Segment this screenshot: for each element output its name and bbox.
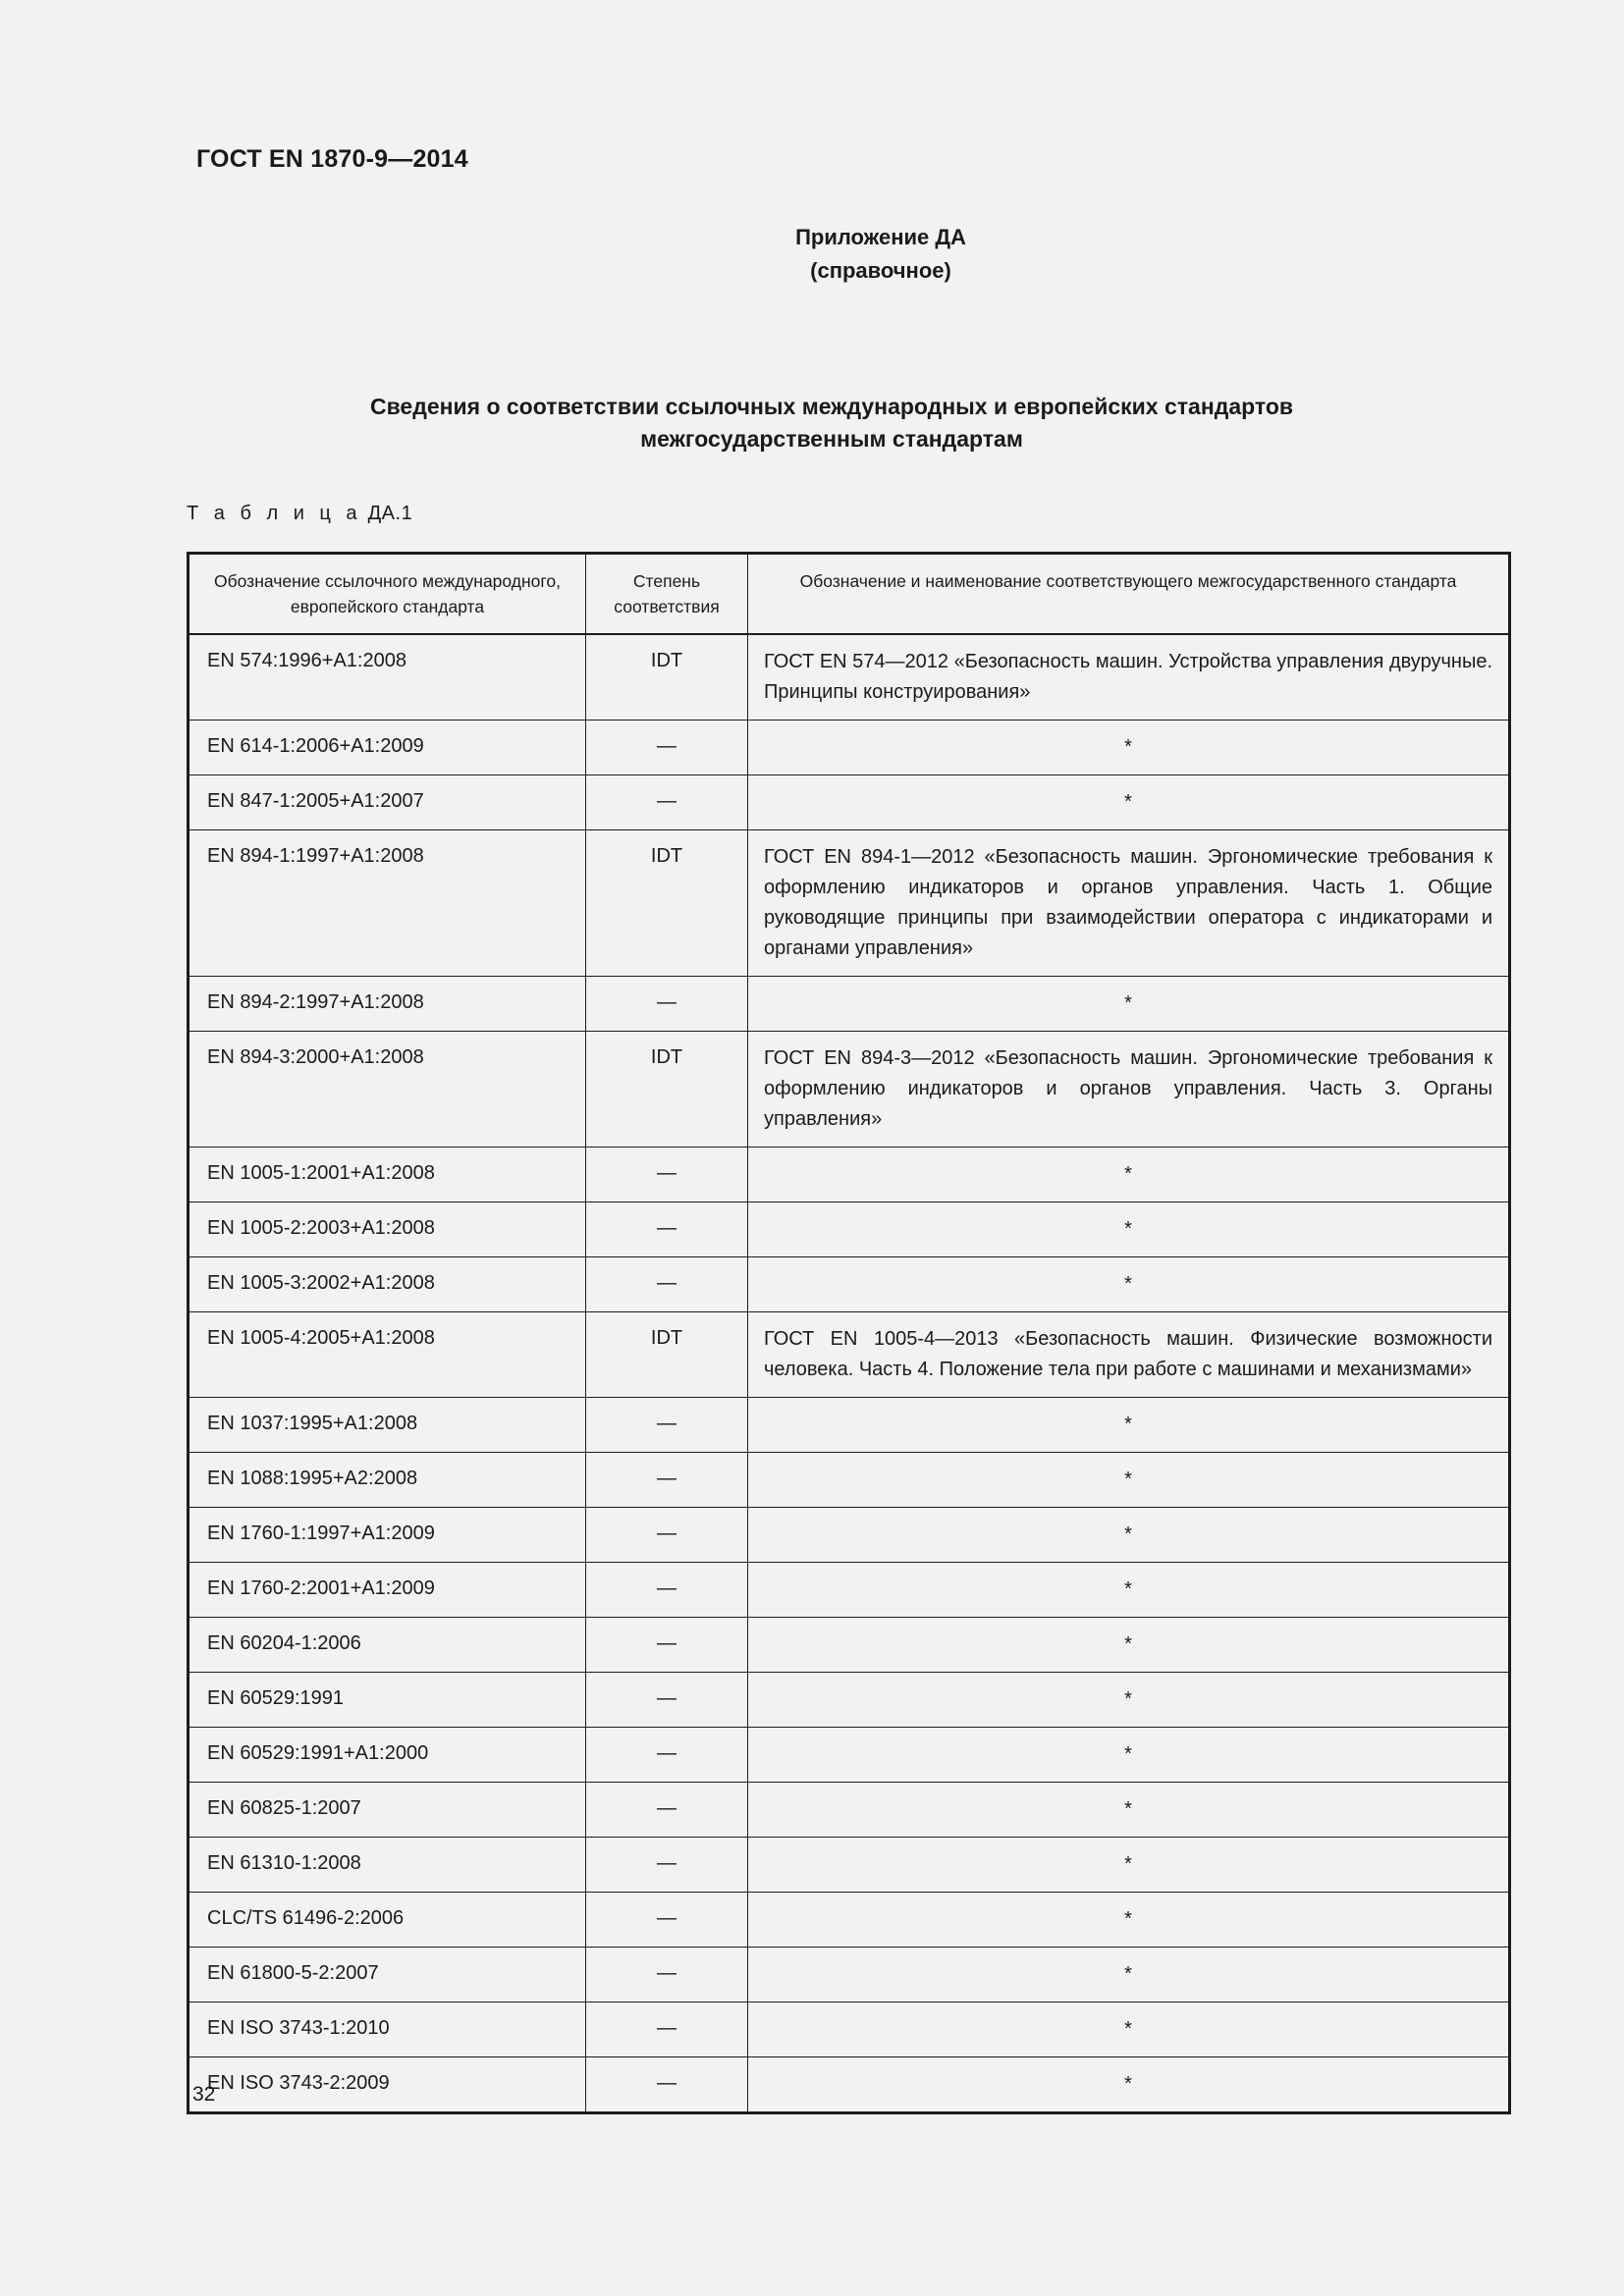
cell-reference-standard: EN 1037:1995+A1:2008 <box>189 1398 586 1453</box>
cell-reference-standard: EN 61800-5-2:2007 <box>189 1948 586 2002</box>
cell-degree-of-correspondence: — <box>586 1728 748 1783</box>
table-row <box>189 1783 1510 1838</box>
cell-equivalent-standard: * <box>748 2057 1510 2113</box>
cell-equivalent-standard: * <box>748 1508 1510 1563</box>
cell-equivalent-standard: * <box>748 1453 1510 1508</box>
cell-degree-of-correspondence: — <box>586 1948 748 2002</box>
cell-equivalent-standard: ГОСТ EN 574—2012 «Безопасность машин. Устройства управления двуручные. Принципы конструирования» <box>748 634 1510 721</box>
table-row <box>189 1312 1510 1398</box>
cell-degree-of-correspondence: — <box>586 1563 748 1618</box>
table-caption <box>187 503 412 525</box>
column-header-degree-of-correspondence: Степень соответствия <box>586 554 748 635</box>
table-caption-prefix: Т а б л и ц а <box>187 503 362 524</box>
cell-reference-standard: EN 1005-4:2005+A1:2008 <box>189 1312 586 1398</box>
table-row <box>189 1618 1510 1673</box>
cell-reference-standard: EN 1760-1:1997+A1:2009 <box>189 1508 586 1563</box>
annex-heading-block <box>0 221 1624 288</box>
cell-degree-of-correspondence: — <box>586 721 748 775</box>
cell-reference-standard: EN 60529:1991 <box>189 1673 586 1728</box>
cell-equivalent-standard: * <box>748 2002 1510 2057</box>
page-number: 32 <box>192 2083 216 2106</box>
cell-equivalent-standard: ГОСТ EN 894-3—2012 «Безопасность машин. Эргономические требования к оформлению индикаторов и органов управления. Часть 3. Органы управления» <box>748 1032 1510 1148</box>
page-title <box>0 391 1624 455</box>
cell-equivalent-standard: * <box>748 1398 1510 1453</box>
cell-degree-of-correspondence: IDT <box>586 634 748 721</box>
table-row <box>189 830 1510 977</box>
cell-reference-standard: EN 60529:1991+A1:2000 <box>189 1728 586 1783</box>
cell-equivalent-standard: * <box>748 1838 1510 1893</box>
table-row <box>189 1728 1510 1783</box>
cell-equivalent-standard: * <box>748 1948 1510 2002</box>
annex-subtitle: (справочное) <box>810 258 951 283</box>
cell-equivalent-standard: * <box>748 1202 1510 1257</box>
cell-degree-of-correspondence: — <box>586 1783 748 1838</box>
cell-degree-of-correspondence: — <box>586 1148 748 1202</box>
table-row <box>189 1893 1510 1948</box>
cell-degree-of-correspondence: — <box>586 1893 748 1948</box>
table-row <box>189 977 1510 1032</box>
table-row <box>189 1148 1510 1202</box>
table-caption-number: ДА.1 <box>367 503 413 524</box>
cell-equivalent-standard: * <box>748 1257 1510 1312</box>
cell-equivalent-standard: * <box>748 1148 1510 1202</box>
cell-reference-standard: EN 574:1996+A1:2008 <box>189 634 586 721</box>
cell-equivalent-standard: * <box>748 1673 1510 1728</box>
page-title-line-1: Сведения о соответствии ссылочных международных и европейских стандартов <box>369 394 1294 419</box>
table-row <box>189 1673 1510 1728</box>
table-row <box>189 634 1510 721</box>
cell-reference-standard: EN 60204-1:2006 <box>189 1618 586 1673</box>
cell-reference-standard: EN 1005-2:2003+A1:2008 <box>189 1202 586 1257</box>
cell-degree-of-correspondence: — <box>586 1257 748 1312</box>
cell-reference-standard: EN 1760-2:2001+A1:2009 <box>189 1563 586 1618</box>
table-row <box>189 1508 1510 1563</box>
column-header-reference-standard: Обозначение ссылочного международного, европейского стандарта <box>189 554 586 635</box>
cell-equivalent-standard: * <box>748 1893 1510 1948</box>
cell-reference-standard: EN 1005-3:2002+A1:2008 <box>189 1257 586 1312</box>
table-head <box>189 554 1510 635</box>
cell-degree-of-correspondence: — <box>586 977 748 1032</box>
table-row <box>189 1398 1510 1453</box>
table-row <box>189 2002 1510 2057</box>
cell-reference-standard: EN 1005-1:2001+A1:2008 <box>189 1148 586 1202</box>
cell-reference-standard: EN 1088:1995+A2:2008 <box>189 1453 586 1508</box>
cell-reference-standard: EN ISO 3743-1:2010 <box>189 2002 586 2057</box>
cell-equivalent-standard: * <box>748 775 1510 830</box>
table-row <box>189 1948 1510 2002</box>
column-header-equivalent-standard: Обозначение и наименование соответствующего межгосударственного стандарта <box>748 554 1510 635</box>
document-header-standard-number: ГОСТ EN 1870-9—2014 <box>196 145 468 173</box>
table-row <box>189 1032 1510 1148</box>
table-row <box>189 1838 1510 1893</box>
table-row <box>189 1563 1510 1618</box>
cell-degree-of-correspondence: — <box>586 2002 748 2057</box>
cell-reference-standard: EN ISO 3743-2:2009 <box>189 2057 586 2113</box>
table-row <box>189 775 1510 830</box>
cell-degree-of-correspondence: IDT <box>586 1032 748 1148</box>
cell-degree-of-correspondence: — <box>586 1508 748 1563</box>
cell-degree-of-correspondence: — <box>586 2057 748 2113</box>
cell-degree-of-correspondence: — <box>586 1673 748 1728</box>
cell-degree-of-correspondence: — <box>586 775 748 830</box>
table-row <box>189 721 1510 775</box>
cell-equivalent-standard: * <box>748 1618 1510 1673</box>
correspondence-table <box>187 552 1511 2114</box>
cell-degree-of-correspondence: — <box>586 1202 748 1257</box>
table-header-row <box>189 554 1510 635</box>
cell-equivalent-standard: ГОСТ EN 894-1—2012 «Безопасность машин. Эргономические требования к оформлению индикаторов и органов управления. Часть 1. Общие руководящие принципы при взаимодействии оператора с индикаторами и органами управления» <box>748 830 1510 977</box>
cell-equivalent-standard: * <box>748 721 1510 775</box>
table-row <box>189 1202 1510 1257</box>
cell-degree-of-correspondence: — <box>586 1398 748 1453</box>
cell-reference-standard: EN 60825-1:2007 <box>189 1783 586 1838</box>
table-row <box>189 1453 1510 1508</box>
cell-equivalent-standard: * <box>748 977 1510 1032</box>
cell-reference-standard: CLC/TS 61496-2:2006 <box>189 1893 586 1948</box>
cell-reference-standard: EN 614-1:2006+A1:2009 <box>189 721 586 775</box>
cell-degree-of-correspondence: — <box>586 1618 748 1673</box>
cell-reference-standard: EN 61310-1:2008 <box>189 1838 586 1893</box>
cell-degree-of-correspondence: — <box>586 1453 748 1508</box>
cell-reference-standard: EN 894-3:2000+A1:2008 <box>189 1032 586 1148</box>
table-row <box>189 2057 1510 2113</box>
cell-reference-standard: EN 894-1:1997+A1:2008 <box>189 830 586 977</box>
table-body <box>189 634 1510 2113</box>
cell-equivalent-standard: ГОСТ EN 1005-4—2013 «Безопасность машин. Физические возможности человека. Часть 4. Положение тела при работе с машинами и механизмами» <box>748 1312 1510 1398</box>
table-row <box>189 1257 1510 1312</box>
cell-equivalent-standard: * <box>748 1728 1510 1783</box>
cell-degree-of-correspondence: IDT <box>586 830 748 977</box>
page-title-line-2: межгосударственным стандартам <box>640 426 1023 452</box>
cell-reference-standard: EN 847-1:2005+A1:2007 <box>189 775 586 830</box>
cell-degree-of-correspondence: — <box>586 1838 748 1893</box>
cell-equivalent-standard: * <box>748 1783 1510 1838</box>
cell-reference-standard: EN 894-2:1997+A1:2008 <box>189 977 586 1032</box>
annex-title: Приложение ДА <box>795 225 966 249</box>
cell-degree-of-correspondence: IDT <box>586 1312 748 1398</box>
cell-equivalent-standard: * <box>748 1563 1510 1618</box>
